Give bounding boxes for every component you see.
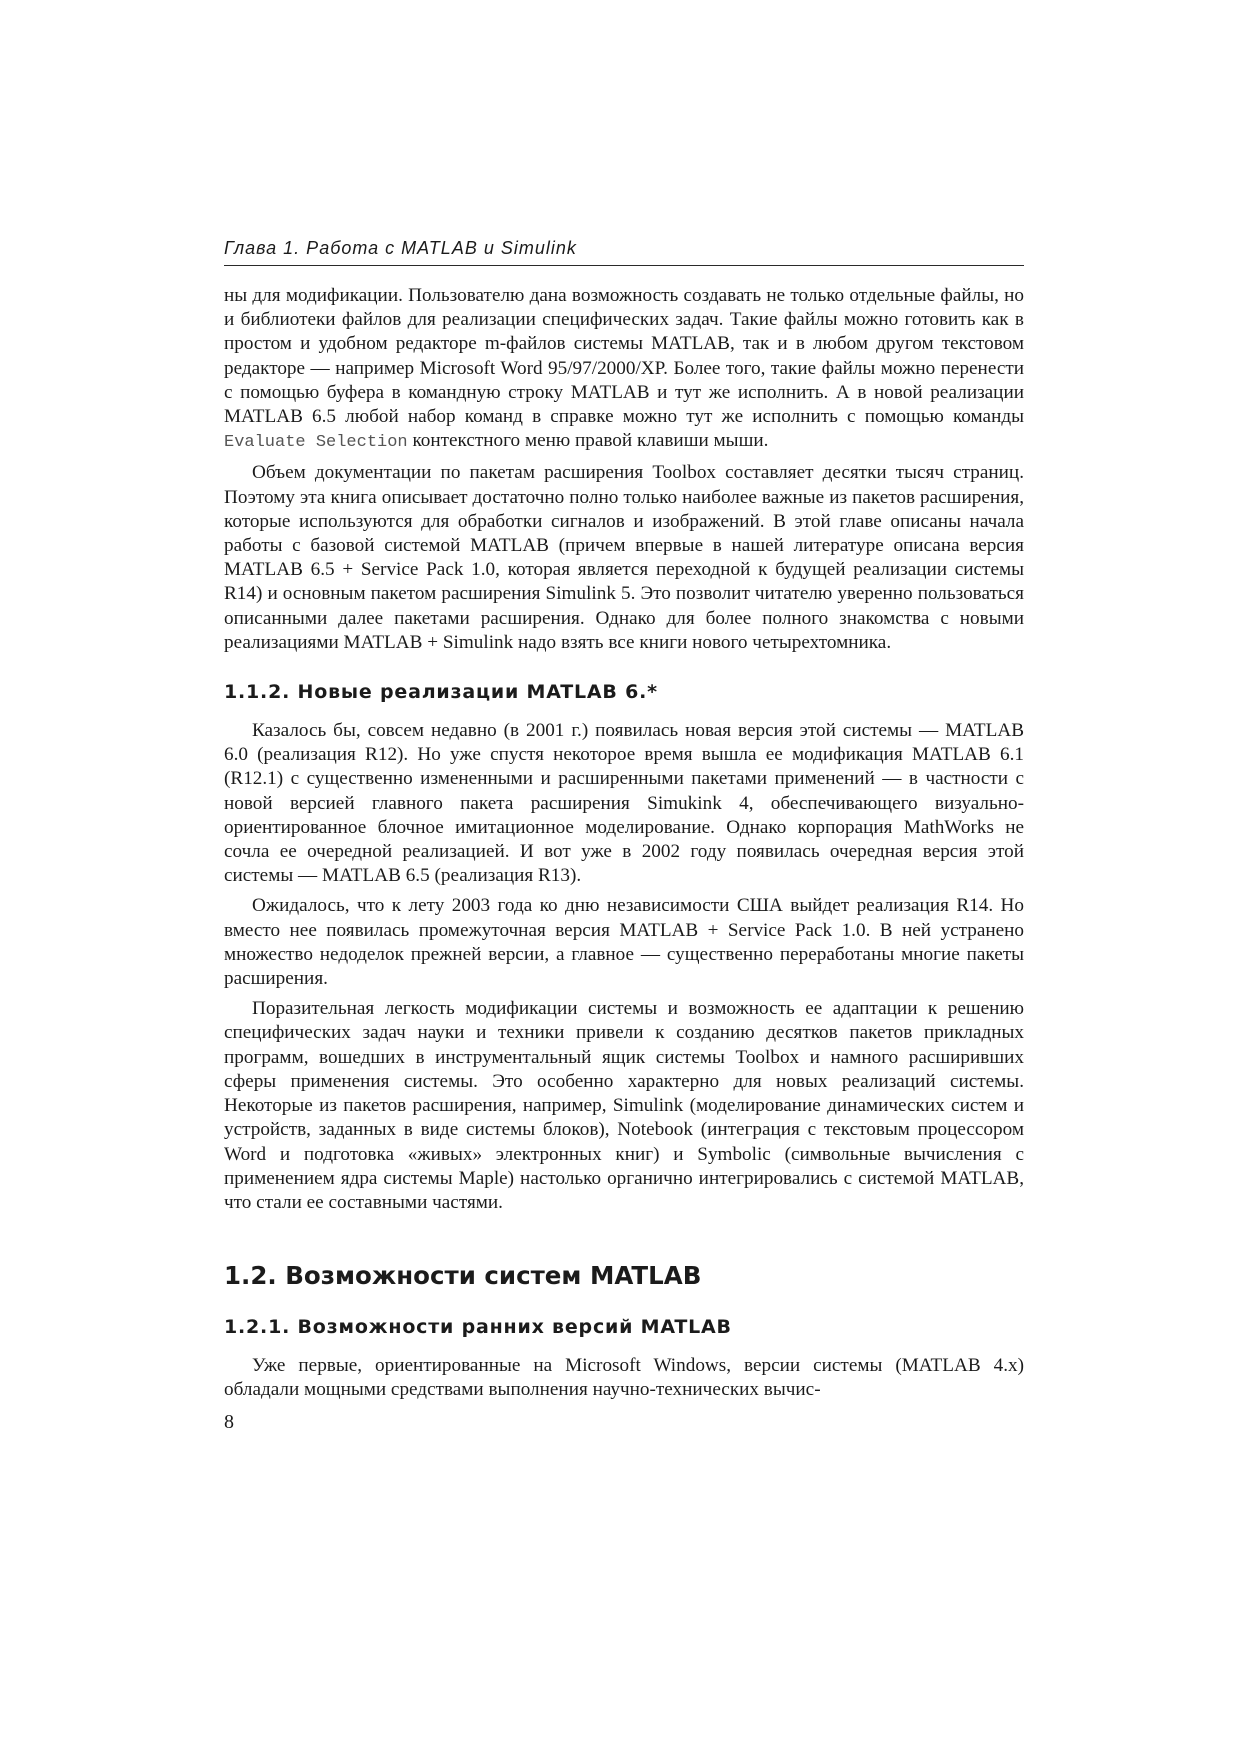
command-name: Evaluate Selection: [224, 433, 408, 453]
book-page: [224, 238, 1024, 1434]
paragraph-5: Поразительная легкость модификации системы и возможность ее адаптации к решению специфических задач науки и техники привели к созданию десятков пакетов прикладных программ, вошедших в инструментальный ящик системы Toolbox и намного расширивших сферы применения системы. Это особенно характерно для новых реализаций системы. Некоторые из пакетов расширения, например, Simulink (моделирование динамических систем и устройств, заданных в виде системы блоков), Notebook (интеграция с текстовым процессором Word и подготовка «живых» электронных книг) и Symbolic (символьные вычисления с применением ядра системы Maple) настолько органично интегрировались с системой MATLAB, что стали ее составными частями.: [224, 998, 1024, 1213]
page-number: 8: [224, 1410, 234, 1433]
section-heading-1-2-1: 1.2.1. Возможности ранних версий MATLAB: [224, 1316, 732, 1339]
paragraph-4: Ожидалось, что к лету 2003 года ко дню независимости США выйдет реализация R14. Но вместо нее появилась промежуточная версия MATLAB + Service Pack 1.0. В ней устранено множество недоделок прежней версии, а главное — существенно переработаны многие пакеты расширения.: [224, 895, 1024, 990]
section-heading-1-1-2: 1.1.2. Новые реализации MATLAB 6.*: [224, 681, 658, 704]
running-head: Глава 1. Работа с MATLAB и Simulink: [224, 238, 1024, 266]
paragraph-3: Казалось бы, совсем недавно (в 2001 г.) появилась новая версия этой системы — MATLAB 6.0 (реализация R12). Но уже спустя некоторое время вышла ее модификация MATLAB 6.1 (R12.1) с существенно измененными и расширенными пакетами применений — в частности с новой версией главного пакета расширения Simukink 4, обеспечивающего визуально-ориентированное блочное имитационное моделирование. Однако корпорация MathWorks не сочла ее очередной реализацией. И вот уже в 2002 году появилась очередная версия этой системы — MATLAB 6.5 (реализация R13).: [224, 720, 1024, 887]
paragraph-1-text-after: контекстного меню правой клавиши мыши.: [407, 430, 769, 452]
paragraph-2: Объем документации по пакетам расширения Toolbox составляет десятки тысяч страниц. Поэтому эта книга описывает достаточно полно только наиболее важные из пакетов расширения, которые используются для обработки сигналов и изображений. В этой главе описаны начала работы с базовой системой MATLAB (причем впервые в нашей литературе описана версия MATLAB 6.5 + Service Pack 1.0, которая является переходной к будущей реализации системы R14) и основным пакетом расширения Simulink 5. Это позволит читателю уверенно пользоваться описанными далее пакетами расширения. Однако для более полного знакомства с новыми реализациями MATLAB + Simulink надо взять все книги нового четырехтомника.: [224, 462, 1024, 653]
paragraph-1: [224, 284, 1024, 455]
paragraph-1-text-before: ны для модификации. Пользователю дана возможность создавать не только отдельные файлы, но и библиотеки файлов для реализации специфических задач. Такие файлы можно готовить как в простом и удобном редакторе m-файлов системы MATLAB, так и в любом другом текстовом редакторе — например Microsoft Word 95/97/2000/XP. Более того, такие файлы можно перенести с помощью буфера в командную строку MATLAB и тут же исполнить. А в новой реализации MATLAB 6.5 любой набор команд в справке можно тут же исполнить с помощью команды: [224, 285, 1024, 428]
section-heading-1-2: 1.2. Возможности систем MATLAB: [224, 1261, 702, 1291]
paragraph-6: Уже первые, ориентированные на Microsoft Windows, версии системы (MATLAB 4.x) обладали мощными средствами выполнения научно-технических вычис-: [224, 1355, 1024, 1401]
